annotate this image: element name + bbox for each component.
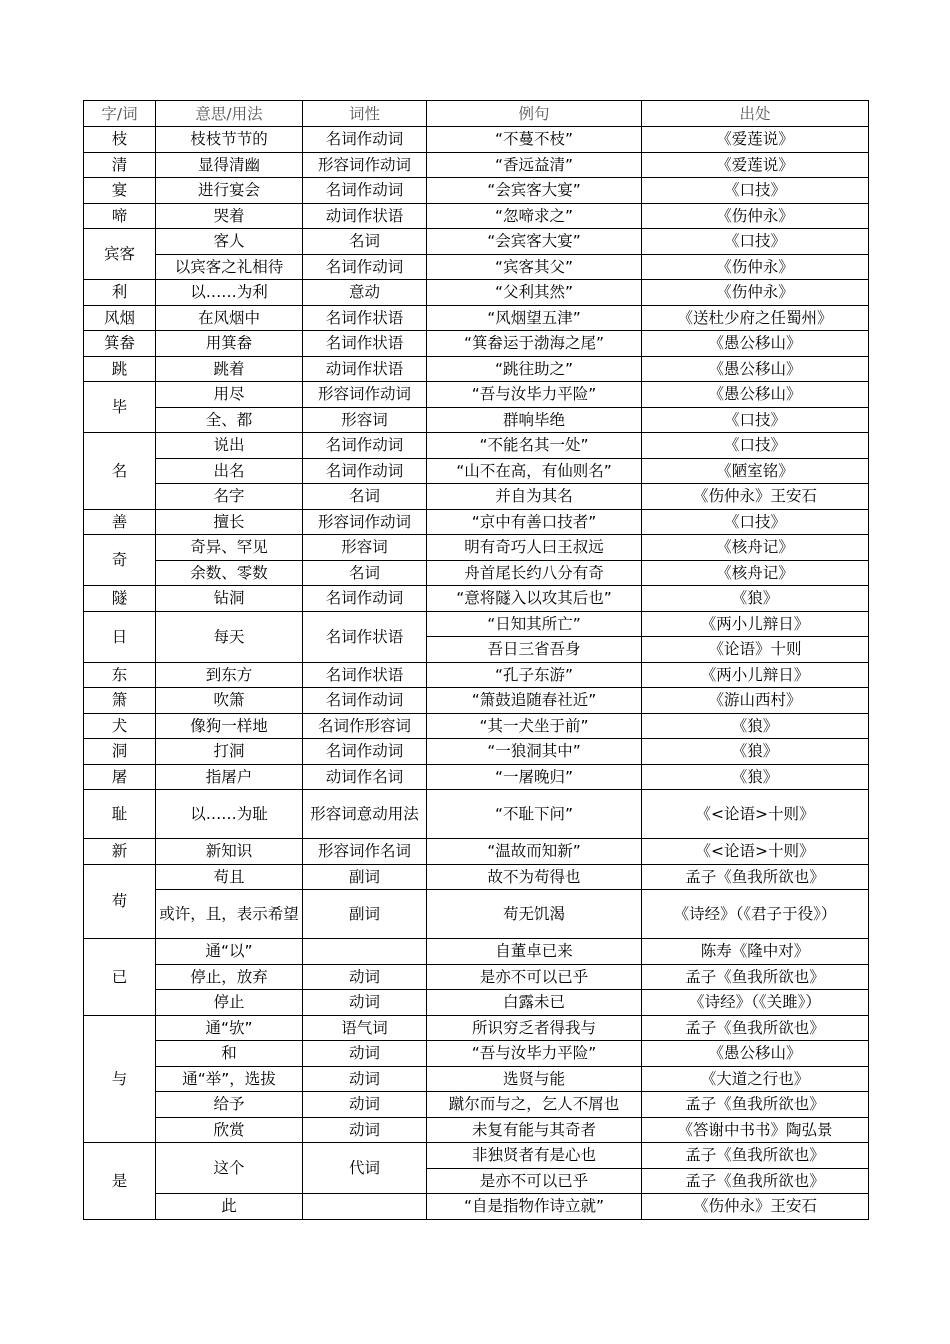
meaning-cell: 欣赏 — [156, 1117, 303, 1143]
example-cell: 非独贤者有是心也 — [427, 1143, 642, 1169]
table-row — [84, 688, 869, 714]
pos-cell: 副词 — [303, 864, 427, 890]
pos-cell: 名词作形容词 — [303, 713, 427, 739]
char-cell: 是 — [84, 1143, 156, 1220]
example-cell: 白露未已 — [427, 990, 642, 1016]
table-row — [84, 254, 869, 280]
table-row — [84, 1117, 869, 1143]
header-source: 出处 — [642, 101, 869, 127]
example-cell: 是亦不可以已乎 — [427, 1168, 642, 1194]
example-cell: 苟无饥渴 — [427, 890, 642, 939]
pos-cell: 副词 — [303, 890, 427, 939]
pos-cell — [303, 939, 427, 965]
example-cell: “不蔓不枝” — [427, 127, 642, 153]
meaning-cell: 出名 — [156, 458, 303, 484]
meaning-cell: 每天 — [156, 611, 303, 662]
source-cell: 孟子《鱼我所欲也》 — [642, 1143, 869, 1169]
table-row — [84, 433, 869, 459]
example-cell: “不能名其一处” — [427, 433, 642, 459]
example-cell: 群响毕绝 — [427, 407, 642, 433]
example-cell: 舟首尾长约八分有奇 — [427, 560, 642, 586]
pos-cell: 动词作状语 — [303, 356, 427, 382]
source-cell: 《送杜少府之任蜀州》 — [642, 305, 869, 331]
pos-cell: 名词作动词 — [303, 739, 427, 765]
pos-cell: 名词作动词 — [303, 178, 427, 204]
char-cell: 毕 — [84, 382, 156, 433]
example-cell: 明有奇巧人曰王叔远 — [427, 535, 642, 561]
example-cell: “孔子东游” — [427, 662, 642, 688]
source-cell: 《伤仲永》 — [642, 254, 869, 280]
source-cell: 《核舟记》 — [642, 535, 869, 561]
example-cell: “箫鼓追随春社近” — [427, 688, 642, 714]
table-row — [84, 864, 869, 890]
meaning-cell: 通“以” — [156, 939, 303, 965]
source-cell: 孟子《鱼我所欲也》 — [642, 864, 869, 890]
source-cell: 《论语》十则 — [642, 637, 869, 663]
char-cell: 屠 — [84, 764, 156, 790]
example-cell: 吾日三省吾身 — [427, 637, 642, 663]
source-cell: 《狼》 — [642, 739, 869, 765]
meaning-cell: 进行宴会 — [156, 178, 303, 204]
example-cell: “日知其所亡” — [427, 611, 642, 637]
meaning-cell: 钻洞 — [156, 586, 303, 612]
pos-cell: 形容词 — [303, 535, 427, 561]
pos-cell: 动词 — [303, 1117, 427, 1143]
table-row — [84, 1143, 869, 1169]
source-cell: 《两小儿辩日》 — [642, 662, 869, 688]
pos-cell: 动词 — [303, 1066, 427, 1092]
meaning-cell: 在风烟中 — [156, 305, 303, 331]
meaning-cell: 名字 — [156, 484, 303, 510]
char-cell: 与 — [84, 1015, 156, 1143]
pos-cell: 名词作动词 — [303, 127, 427, 153]
meaning-cell: 显得清幽 — [156, 152, 303, 178]
example-cell: “一屠晚归” — [427, 764, 642, 790]
meaning-cell: 或许，且，表示希望 — [156, 890, 303, 939]
char-cell: 利 — [84, 280, 156, 306]
table-row — [84, 1066, 869, 1092]
meaning-cell: 和 — [156, 1041, 303, 1067]
example-cell: “风烟望五津” — [427, 305, 642, 331]
source-cell: 《口技》 — [642, 407, 869, 433]
meaning-cell: 通“举”，选拔 — [156, 1066, 303, 1092]
pos-cell: 动词 — [303, 1041, 427, 1067]
table-row — [84, 1041, 869, 1067]
example-cell: “其一犬坐于前” — [427, 713, 642, 739]
source-cell: 《诗经》（《君子于役》） — [642, 890, 869, 939]
example-cell: 未复有能与其奇者 — [427, 1117, 642, 1143]
pos-cell: 意动 — [303, 280, 427, 306]
table-row — [84, 586, 869, 612]
table-body — [84, 127, 869, 1220]
source-cell: 《陋室铭》 — [642, 458, 869, 484]
source-cell: 《爱莲说》 — [642, 152, 869, 178]
table-row — [84, 662, 869, 688]
char-cell: 宾客 — [84, 229, 156, 280]
pos-cell: 动词 — [303, 990, 427, 1016]
source-cell: 孟子《鱼我所欲也》 — [642, 1015, 869, 1041]
char-cell: 风烟 — [84, 305, 156, 331]
source-cell: 《愚公移山》 — [642, 356, 869, 382]
meaning-cell: 哭着 — [156, 203, 303, 229]
pos-cell: 代词 — [303, 1143, 427, 1194]
source-cell: 《<论语>十则》 — [642, 790, 869, 839]
meaning-cell: 用尽 — [156, 382, 303, 408]
table-row — [84, 509, 869, 535]
header-row — [84, 101, 869, 127]
pos-cell: 名词 — [303, 229, 427, 255]
example-cell: “父利其然” — [427, 280, 642, 306]
table-row — [84, 356, 869, 382]
table-row — [84, 1194, 869, 1220]
source-cell: 《狼》 — [642, 764, 869, 790]
example-cell: 故不为苟得也 — [427, 864, 642, 890]
source-cell: 《伤仲永》 — [642, 203, 869, 229]
table-row — [84, 280, 869, 306]
meaning-cell: 指屠户 — [156, 764, 303, 790]
example-cell: “会宾客大宴” — [427, 178, 642, 204]
char-cell: 啼 — [84, 203, 156, 229]
char-cell: 东 — [84, 662, 156, 688]
char-cell: 名 — [84, 433, 156, 510]
source-cell: 《答谢中书书》陶弘景 — [642, 1117, 869, 1143]
example-cell: 自董卓已来 — [427, 939, 642, 965]
pos-cell: 名词作状语 — [303, 305, 427, 331]
example-cell: “吾与汝毕力平险” — [427, 1041, 642, 1067]
table-row — [84, 839, 869, 865]
example-cell: 所识穷乏者得我与 — [427, 1015, 642, 1041]
header-meaning: 意思/用法 — [156, 101, 303, 127]
header-pos: 词性 — [303, 101, 427, 127]
char-cell: 犬 — [84, 713, 156, 739]
pos-cell: 名词作动词 — [303, 254, 427, 280]
source-cell: 《口技》 — [642, 229, 869, 255]
meaning-cell: 枝枝节节的 — [156, 127, 303, 153]
table-row — [84, 407, 869, 433]
meaning-cell: 这个 — [156, 1143, 303, 1194]
meaning-cell: 奇异、罕见 — [156, 535, 303, 561]
char-cell: 耻 — [84, 790, 156, 839]
meaning-cell: 打洞 — [156, 739, 303, 765]
source-cell: 《狼》 — [642, 586, 869, 612]
table-row — [84, 305, 869, 331]
pos-cell: 形容词 — [303, 407, 427, 433]
table-row — [84, 739, 869, 765]
meaning-cell: 通“欤” — [156, 1015, 303, 1041]
meaning-cell: 给予 — [156, 1092, 303, 1118]
table-row — [84, 178, 869, 204]
meaning-cell: 到东方 — [156, 662, 303, 688]
example-cell: “意将隧入以攻其后也” — [427, 586, 642, 612]
source-cell: 《口技》 — [642, 509, 869, 535]
source-cell: 孟子《鱼我所欲也》 — [642, 1092, 869, 1118]
table-row — [84, 560, 869, 586]
table-row — [84, 127, 869, 153]
pos-cell — [303, 1194, 427, 1220]
example-cell: 是亦不可以已乎 — [427, 964, 642, 990]
char-cell: 已 — [84, 939, 156, 1016]
char-cell: 枝 — [84, 127, 156, 153]
source-cell: 《两小儿辩日》 — [642, 611, 869, 637]
pos-cell: 动词作名词 — [303, 764, 427, 790]
meaning-cell: 擅长 — [156, 509, 303, 535]
example-cell: “忽啼求之” — [427, 203, 642, 229]
example-cell: “不耻下问” — [427, 790, 642, 839]
example-cell: “山不在高，有仙则名” — [427, 458, 642, 484]
pos-cell: 名词作动词 — [303, 458, 427, 484]
source-cell: 《大道之行也》 — [642, 1066, 869, 1092]
source-cell: 《口技》 — [642, 433, 869, 459]
table-row — [84, 382, 869, 408]
char-cell: 宴 — [84, 178, 156, 204]
example-cell: “跳往助之” — [427, 356, 642, 382]
source-cell: 《爱莲说》 — [642, 127, 869, 153]
source-cell: 孟子《鱼我所欲也》 — [642, 1168, 869, 1194]
pos-cell: 形容词作动词 — [303, 509, 427, 535]
meaning-cell: 以……为利 — [156, 280, 303, 306]
meaning-cell: 停止，放弃 — [156, 964, 303, 990]
table-row — [84, 764, 869, 790]
meaning-cell: 苟且 — [156, 864, 303, 890]
table-row — [84, 535, 869, 561]
pos-cell: 形容词意动用法 — [303, 790, 427, 839]
source-cell: 《诗经》（《关雎》） — [642, 990, 869, 1016]
char-cell: 苟 — [84, 864, 156, 939]
char-cell: 箕畚 — [84, 331, 156, 357]
table-row — [84, 790, 869, 839]
example-cell: 选贤与能 — [427, 1066, 642, 1092]
source-cell: 陈寿《隆中对》 — [642, 939, 869, 965]
pos-cell: 动词 — [303, 1092, 427, 1118]
table-row — [84, 203, 869, 229]
example-cell: 蹴尔而与之，乞人不屑也 — [427, 1092, 642, 1118]
source-cell: 《伤仲永》 — [642, 280, 869, 306]
meaning-cell: 用箕畚 — [156, 331, 303, 357]
source-cell: 《伤仲永》王安石 — [642, 484, 869, 510]
pos-cell: 名词作状语 — [303, 331, 427, 357]
table-row — [84, 229, 869, 255]
table-row — [84, 939, 869, 965]
meaning-cell: 吹箫 — [156, 688, 303, 714]
meaning-cell: 客人 — [156, 229, 303, 255]
table-row — [84, 1015, 869, 1041]
vocabulary-table — [83, 100, 869, 1220]
pos-cell: 形容词作动词 — [303, 152, 427, 178]
table-row — [84, 990, 869, 1016]
pos-cell: 名词作动词 — [303, 433, 427, 459]
source-cell: 《愚公移山》 — [642, 331, 869, 357]
meaning-cell: 新知识 — [156, 839, 303, 865]
header-example: 例句 — [427, 101, 642, 127]
pos-cell: 名词作动词 — [303, 688, 427, 714]
pos-cell: 名词作状语 — [303, 611, 427, 662]
meaning-cell: 余数、零数 — [156, 560, 303, 586]
source-cell: 《核舟记》 — [642, 560, 869, 586]
meaning-cell: 停止 — [156, 990, 303, 1016]
table-row — [84, 1092, 869, 1118]
example-cell: “京中有善口技者” — [427, 509, 642, 535]
char-cell: 隧 — [84, 586, 156, 612]
char-cell: 奇 — [84, 535, 156, 586]
meaning-cell: 跳着 — [156, 356, 303, 382]
example-cell: “自是指物作诗立就” — [427, 1194, 642, 1220]
example-cell: “箕畚运于渤海之尾” — [427, 331, 642, 357]
source-cell: 《愚公移山》 — [642, 1041, 869, 1067]
pos-cell: 名词 — [303, 560, 427, 586]
char-cell: 箫 — [84, 688, 156, 714]
table-row — [84, 331, 869, 357]
meaning-cell: 此 — [156, 1194, 303, 1220]
example-cell: “会宾客大宴” — [427, 229, 642, 255]
table-row — [84, 458, 869, 484]
pos-cell: 语气词 — [303, 1015, 427, 1041]
char-cell: 日 — [84, 611, 156, 662]
example-cell: “香远益清” — [427, 152, 642, 178]
pos-cell: 形容词作动词 — [303, 382, 427, 408]
header-char: 字/词 — [84, 101, 156, 127]
source-cell: 孟子《鱼我所欲也》 — [642, 964, 869, 990]
meaning-cell: 全、都 — [156, 407, 303, 433]
source-cell: 《游山西村》 — [642, 688, 869, 714]
table-row — [84, 152, 869, 178]
char-cell: 善 — [84, 509, 156, 535]
source-cell: 《伤仲永》王安石 — [642, 1194, 869, 1220]
example-cell: “吾与汝毕力平险” — [427, 382, 642, 408]
source-cell: 《狼》 — [642, 713, 869, 739]
meaning-cell: 说出 — [156, 433, 303, 459]
pos-cell: 名词 — [303, 484, 427, 510]
table-row — [84, 611, 869, 637]
source-cell: 《愚公移山》 — [642, 382, 869, 408]
char-cell: 清 — [84, 152, 156, 178]
meaning-cell: 以宾客之礼相待 — [156, 254, 303, 280]
example-cell: “一狼洞其中” — [427, 739, 642, 765]
pos-cell: 动词 — [303, 964, 427, 990]
table-row — [84, 890, 869, 939]
table-row — [84, 484, 869, 510]
meaning-cell: 像狗一样地 — [156, 713, 303, 739]
char-cell: 新 — [84, 839, 156, 865]
table-row — [84, 713, 869, 739]
source-cell: 《<论语>十则》 — [642, 839, 869, 865]
pos-cell: 形容词作名词 — [303, 839, 427, 865]
pos-cell: 名词作状语 — [303, 662, 427, 688]
example-cell: “温故而知新” — [427, 839, 642, 865]
table-row — [84, 964, 869, 990]
pos-cell: 动词作状语 — [303, 203, 427, 229]
meaning-cell: 以……为耻 — [156, 790, 303, 839]
char-cell: 跳 — [84, 356, 156, 382]
example-cell: “宾客其父” — [427, 254, 642, 280]
example-cell: 并自为其名 — [427, 484, 642, 510]
pos-cell: 名词作动词 — [303, 586, 427, 612]
char-cell: 洞 — [84, 739, 156, 765]
source-cell: 《口技》 — [642, 178, 869, 204]
